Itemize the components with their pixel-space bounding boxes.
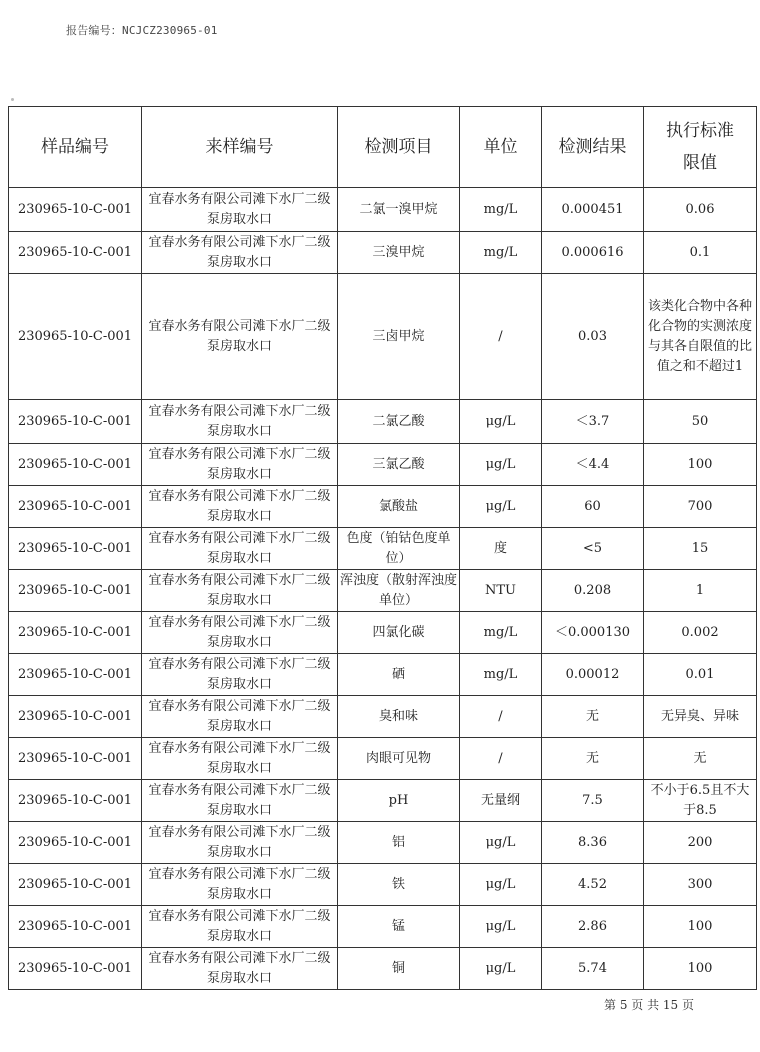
result-cell: ＜3.7 [542,400,644,444]
unit-cell: μg/L [460,906,542,948]
test-item-cell: 四氯化碳 [338,612,460,654]
unit-cell: NTU [460,570,542,612]
table-row [9,570,757,612]
result-cell: 60 [542,486,644,528]
page-number: 第 5 页 共 15 页 [604,998,694,1012]
sample-id-cell: 230965-10-C-001 [9,780,142,822]
source-cell: 宜春水务有限公司滩下水厂二级泵房取水口 [142,780,338,822]
limit-cell: 0.1 [644,232,757,274]
limit-cell: 0.06 [644,188,757,232]
header-test-item: 检测项目 [338,107,460,188]
table-row [9,696,757,738]
table-row [9,906,757,948]
unit-cell: mg/L [460,188,542,232]
sample-id-cell: 230965-10-C-001 [9,612,142,654]
unit-cell: / [460,696,542,738]
unit-cell: 无量纲 [460,780,542,822]
source-cell: 宜春水务有限公司滩下水厂二级泵房取水口 [142,738,338,780]
unit-cell: μg/L [460,864,542,906]
test-item-cell: 二氯一溴甲烷 [338,188,460,232]
limit-cell: 无 [644,738,757,780]
result-cell: 无 [542,738,644,780]
table-row [9,188,757,232]
test-item-cell: 肉眼可见物 [338,738,460,780]
sample-id-cell: 230965-10-C-001 [9,232,142,274]
result-cell: 7.5 [542,780,644,822]
limit-cell: 该类化合物中各种化合物的实测浓度与其各自限值的比值之和不超过1 [644,274,757,400]
report-number: 报告编号：NCJCZ230965-01 [66,24,218,37]
table-row [9,780,757,822]
result-cell: <5 [542,528,644,570]
test-item-cell: 铜 [338,948,460,990]
sample-id-cell: 230965-10-C-001 [9,400,142,444]
test-item-cell: 铝 [338,822,460,864]
result-cell: 5.74 [542,948,644,990]
table-row [9,948,757,990]
test-item-cell: 硒 [338,654,460,696]
table-row [9,612,757,654]
sample-id-cell: 230965-10-C-001 [9,696,142,738]
test-item-cell: 浑浊度（散射浑浊度单位） [338,570,460,612]
source-cell: 宜春水务有限公司滩下水厂二级泵房取水口 [142,948,338,990]
unit-cell: / [460,274,542,400]
result-cell: 4.52 [542,864,644,906]
sample-id-cell: 230965-10-C-001 [9,274,142,400]
table-row [9,864,757,906]
result-cell: ＜0.000130 [542,612,644,654]
source-cell: 宜春水务有限公司滩下水厂二级泵房取水口 [142,528,338,570]
source-cell: 宜春水务有限公司滩下水厂二级泵房取水口 [142,570,338,612]
sample-id-cell: 230965-10-C-001 [9,486,142,528]
limit-cell: 300 [644,864,757,906]
table-header-row [9,107,757,188]
table-row [9,822,757,864]
sample-id-cell: 230965-10-C-001 [9,822,142,864]
limit-cell: 100 [644,906,757,948]
sample-id-cell: 230965-10-C-001 [9,188,142,232]
limit-cell: 100 [644,444,757,486]
sample-id-cell: 230965-10-C-001 [9,738,142,780]
test-item-cell: 三溴甲烷 [338,232,460,274]
test-results-table [8,106,757,990]
test-item-cell: 色度（铂钴色度单位） [338,528,460,570]
source-cell: 宜春水务有限公司滩下水厂二级泵房取水口 [142,444,338,486]
table-row [9,444,757,486]
sample-id-cell: 230965-10-C-001 [9,570,142,612]
source-cell: 宜春水务有限公司滩下水厂二级泵房取水口 [142,232,338,274]
source-cell: 宜春水务有限公司滩下水厂二级泵房取水口 [142,864,338,906]
limit-cell: 0.002 [644,612,757,654]
result-cell: 8.36 [542,822,644,864]
unit-cell: μg/L [460,400,542,444]
source-cell: 宜春水务有限公司滩下水厂二级泵房取水口 [142,400,338,444]
table-row [9,738,757,780]
test-item-cell: 铁 [338,864,460,906]
test-item-cell: 三氯乙酸 [338,444,460,486]
header-unit: 单位 [460,107,542,188]
result-cell: 2.86 [542,906,644,948]
source-cell: 宜春水务有限公司滩下水厂二级泵房取水口 [142,612,338,654]
source-cell: 宜春水务有限公司滩下水厂二级泵房取水口 [142,188,338,232]
test-item-cell: 锰 [338,906,460,948]
result-cell: 0.208 [542,570,644,612]
limit-cell: 1 [644,570,757,612]
header-sample-id: 样品编号 [9,107,142,188]
sample-id-cell: 230965-10-C-001 [9,948,142,990]
test-item-cell: 二氯乙酸 [338,400,460,444]
test-item-cell: 三卤甲烷 [338,274,460,400]
unit-cell: mg/L [460,654,542,696]
result-cell: ＜4.4 [542,444,644,486]
table-row [9,400,757,444]
test-item-cell: 氯酸盐 [338,486,460,528]
sample-id-cell: 230965-10-C-001 [9,444,142,486]
source-cell: 宜春水务有限公司滩下水厂二级泵房取水口 [142,654,338,696]
result-cell: 0.000451 [542,188,644,232]
result-cell: 无 [542,696,644,738]
unit-cell: μg/L [460,444,542,486]
unit-cell: mg/L [460,612,542,654]
unit-cell: μg/L [460,822,542,864]
unit-cell: / [460,738,542,780]
limit-cell: 700 [644,486,757,528]
result-cell: 0.00012 [542,654,644,696]
limit-cell: 100 [644,948,757,990]
test-item-cell: pH [338,780,460,822]
table-row [9,654,757,696]
table-row [9,274,757,400]
source-cell: 宜春水务有限公司滩下水厂二级泵房取水口 [142,822,338,864]
limit-cell: 不小于6.5且不大于8.5 [644,780,757,822]
limit-cell: 无异臭、异味 [644,696,757,738]
test-item-cell: 臭和味 [338,696,460,738]
source-cell: 宜春水务有限公司滩下水厂二级泵房取水口 [142,696,338,738]
source-cell: 宜春水务有限公司滩下水厂二级泵房取水口 [142,274,338,400]
sample-id-cell: 230965-10-C-001 [9,906,142,948]
table-row [9,528,757,570]
result-cell: 0.000616 [542,232,644,274]
limit-cell: 50 [644,400,757,444]
limit-cell: 0.01 [644,654,757,696]
header-limit: 执行标准 限值 [644,107,757,188]
unit-cell: mg/L [460,232,542,274]
header-source-id: 来样编号 [142,107,338,188]
unit-cell: 度 [460,528,542,570]
source-cell: 宜春水务有限公司滩下水厂二级泵房取水口 [142,486,338,528]
result-cell: 0.03 [542,274,644,400]
table-row [9,232,757,274]
source-cell: 宜春水务有限公司滩下水厂二级泵房取水口 [142,906,338,948]
header-result: 检测结果 [542,107,644,188]
sample-id-cell: 230965-10-C-001 [9,864,142,906]
sample-id-cell: 230965-10-C-001 [9,654,142,696]
unit-cell: μg/L [460,948,542,990]
scan-speck [11,98,14,101]
limit-cell: 200 [644,822,757,864]
table-row [9,486,757,528]
unit-cell: μg/L [460,486,542,528]
sample-id-cell: 230965-10-C-001 [9,528,142,570]
limit-cell: 15 [644,528,757,570]
